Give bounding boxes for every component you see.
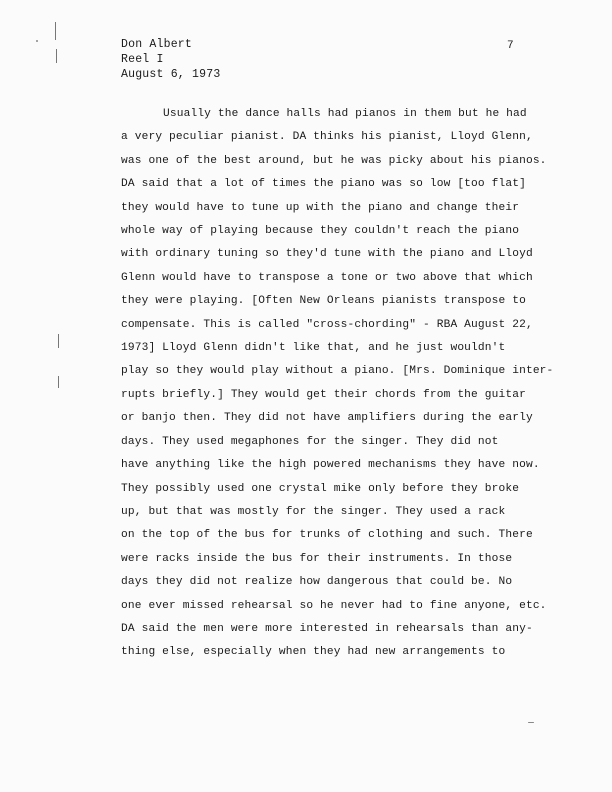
transcript-line: they were playing. [Often New Orleans pianists transpose to <box>121 295 526 308</box>
scan-artifact <box>36 40 38 42</box>
transcript-line: or banjo then. They did not have amplifiers during the early <box>121 412 533 425</box>
transcript-line: 1973] Lloyd Glenn didn't like that, and he just wouldn't <box>121 342 506 355</box>
transcript-line: days. They used megaphones for the singer. They did not <box>121 435 499 448</box>
transcript-line: whole way of playing because they couldn't reach the piano <box>121 225 520 238</box>
transcript-line: have anything like the high powered mechanisms they have now. <box>121 459 540 472</box>
scan-artifact <box>528 722 534 723</box>
interview-date: August 6, 1973 <box>121 68 221 81</box>
transcript-line: days they did not realize how dangerous that could be. No <box>121 576 513 589</box>
transcript-line: DA said the men were more interested in rehearsals than any- <box>121 622 533 635</box>
transcript-body <box>121 103 561 665</box>
transcript-line: They possibly used one crystal mike only before they broke <box>121 482 520 495</box>
transcript-line: one ever missed rehearsal so he never had to fine anyone, etc. <box>121 599 547 612</box>
transcript-line: a very peculiar pianist. DA thinks his pianist, Lloyd Glenn, <box>121 131 533 144</box>
transcript-line: compensate. This is called "cross-chording" - RBA August 22, <box>121 318 533 331</box>
page-number: 7 <box>507 40 514 52</box>
scan-artifact <box>55 22 56 40</box>
transcript-line: Glenn would have to transpose a tone or two above that which <box>121 271 533 284</box>
transcript-line: was one of the best around, but he was picky about his pianos. <box>121 154 547 167</box>
transcript-line: Usually the dance halls had pianos in them but he had <box>163 108 527 120</box>
document-header <box>121 37 220 82</box>
transcript-line: they would have to tune up with the piano and change their <box>121 201 520 214</box>
reel-number: Reel I <box>121 53 164 66</box>
transcript-line: with ordinary tuning so they'd tune with the piano and Lloyd <box>121 248 533 261</box>
scan-artifact <box>58 376 59 388</box>
transcript-line: on the top of the bus for trunks of clothing and such. There <box>121 529 533 542</box>
transcript-line: were racks inside the bus for their instruments. In those <box>121 552 513 565</box>
transcript-line: up, but that was mostly for the singer. They used a rack <box>121 505 506 518</box>
transcript-line: DA said that a lot of times the piano was so low [too flat] <box>121 178 526 191</box>
transcript-line: thing else, especially when they had new arrangements to <box>121 646 506 659</box>
scan-artifact <box>58 334 59 348</box>
interviewee-name: Don Albert <box>121 38 193 51</box>
scan-artifact <box>56 49 57 63</box>
transcript-line: rupts briefly.] They would get their chords from the guitar <box>121 388 526 401</box>
transcript-line: play so they would play without a piano. [Mrs. Dominique inter- <box>121 365 554 378</box>
